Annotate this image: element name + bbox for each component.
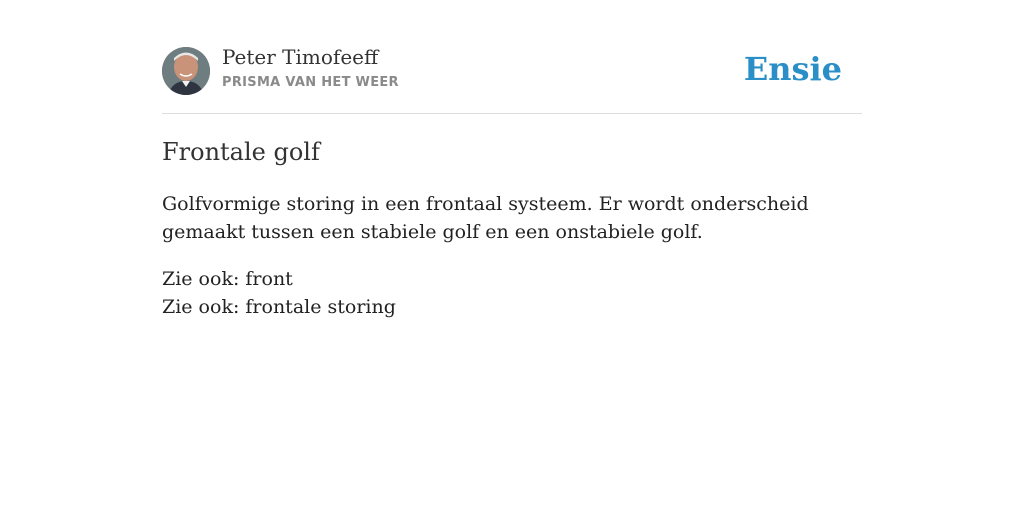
ensie-logo[interactable]: Ensie xyxy=(743,50,842,88)
entry-title: Frontale golf xyxy=(162,138,320,166)
author-avatar[interactable] xyxy=(162,47,210,95)
see-also-item[interactable]: Zie ook: front xyxy=(162,268,293,290)
see-also-item[interactable]: Zie ook: frontale storing xyxy=(162,296,396,318)
author-name[interactable]: Peter Timofeeff xyxy=(222,45,379,69)
entry-card xyxy=(162,0,862,318)
publication-title[interactable]: PRISMA VAN HET WEER xyxy=(222,75,399,90)
entry-header xyxy=(162,0,862,114)
see-also-list xyxy=(162,265,862,321)
entry-definition: Golfvormige storing in een frontaal systeem. Er wordt onderscheid gemaakt tussen een stabiele golf en een onstabiele golf. xyxy=(162,193,809,243)
